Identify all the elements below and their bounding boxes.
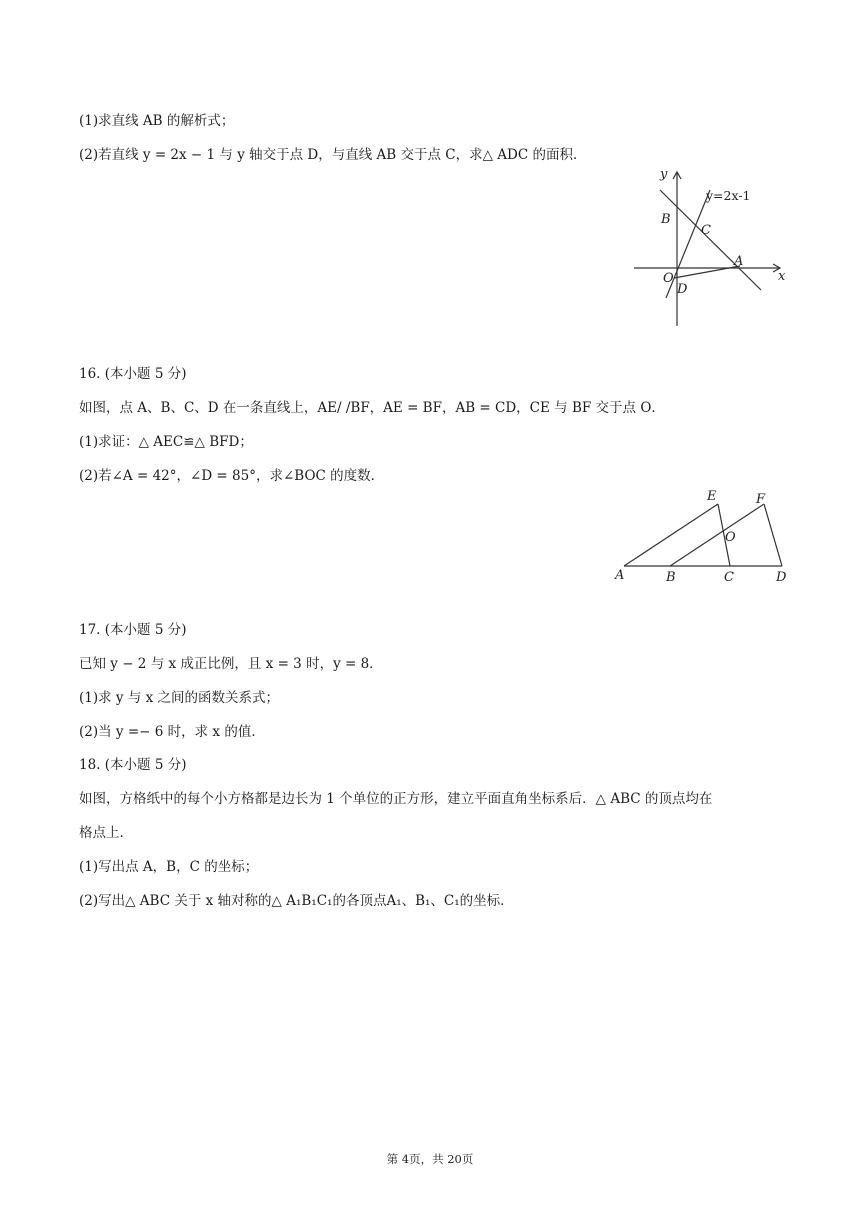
q17-part2: (2)当 y =− 6 时，求 x 的值． xyxy=(79,724,265,740)
q18-part1: (1)写出点 A，B，C 的坐标； xyxy=(79,859,259,875)
q18-part2: (2)写出△ ABC 关于 x 轴对称的△ A₁B₁C₁的各顶点A₁、B₁、C₁的坐标． xyxy=(79,893,514,909)
q17-stem: 已知 y − 2 与 x 成正比例，且 x = 3 时，y = 8． xyxy=(79,656,383,672)
point-A-label: A xyxy=(734,254,744,269)
x-axis-label: x xyxy=(778,269,786,284)
point-F-label: F xyxy=(756,492,766,507)
point-D-label: D xyxy=(776,570,787,585)
page-footer: 第 4页，共 20页 xyxy=(386,1152,474,1166)
point-B-label: B xyxy=(661,212,671,227)
line-label: y=2x-1 xyxy=(706,188,751,203)
q15-part2: (2)若直线 y = 2x − 1 与 y 轴交于点 D，与直线 AB 交于点 C，求△ ADC 的面积． xyxy=(79,147,587,163)
q17-part1: (1)求 y 与 x 之间的函数关系式； xyxy=(79,690,280,706)
q16-stem: 如图，点 A、B、C、D 在一条直线上，AE/ /BF，AE = BF，AB = CD，CE 与 BF 交于点 O． xyxy=(79,400,665,416)
q17-header: 17. (本小题 5 分) xyxy=(79,622,187,638)
point-O-label: O xyxy=(725,530,736,545)
q18-stem-line2: 格点上． xyxy=(79,825,133,841)
q18-header: 18. (本小题 5 分) xyxy=(79,757,187,773)
point-O-label: O xyxy=(663,271,674,286)
q15-figure xyxy=(630,166,790,330)
q16-header: 16. (本小题 5 分) xyxy=(79,366,187,382)
q16-figure xyxy=(610,486,800,586)
q16-part1: (1)求证：△ AEC≌△ BFD； xyxy=(79,434,253,450)
q16-part2: (2)若∠A = 42°，∠D = 85°，求∠BOC 的度数． xyxy=(79,468,385,484)
q18-stem-line1: 如图，方格纸中的每个小方格都是边长为 1 个单位的正方形，建立平面直角坐标系后．△ ABC 的顶点均在 xyxy=(79,791,713,807)
point-A-label: A xyxy=(615,568,625,583)
point-E-label: E xyxy=(707,489,717,504)
point-C-label: C xyxy=(724,570,734,585)
point-D-label: D xyxy=(677,282,688,297)
point-B-label: B xyxy=(666,570,676,585)
q15-part1: (1)求直线 AB 的解析式； xyxy=(79,113,235,129)
y-axis-label: y xyxy=(660,167,668,182)
point-C-label: C xyxy=(701,223,711,238)
